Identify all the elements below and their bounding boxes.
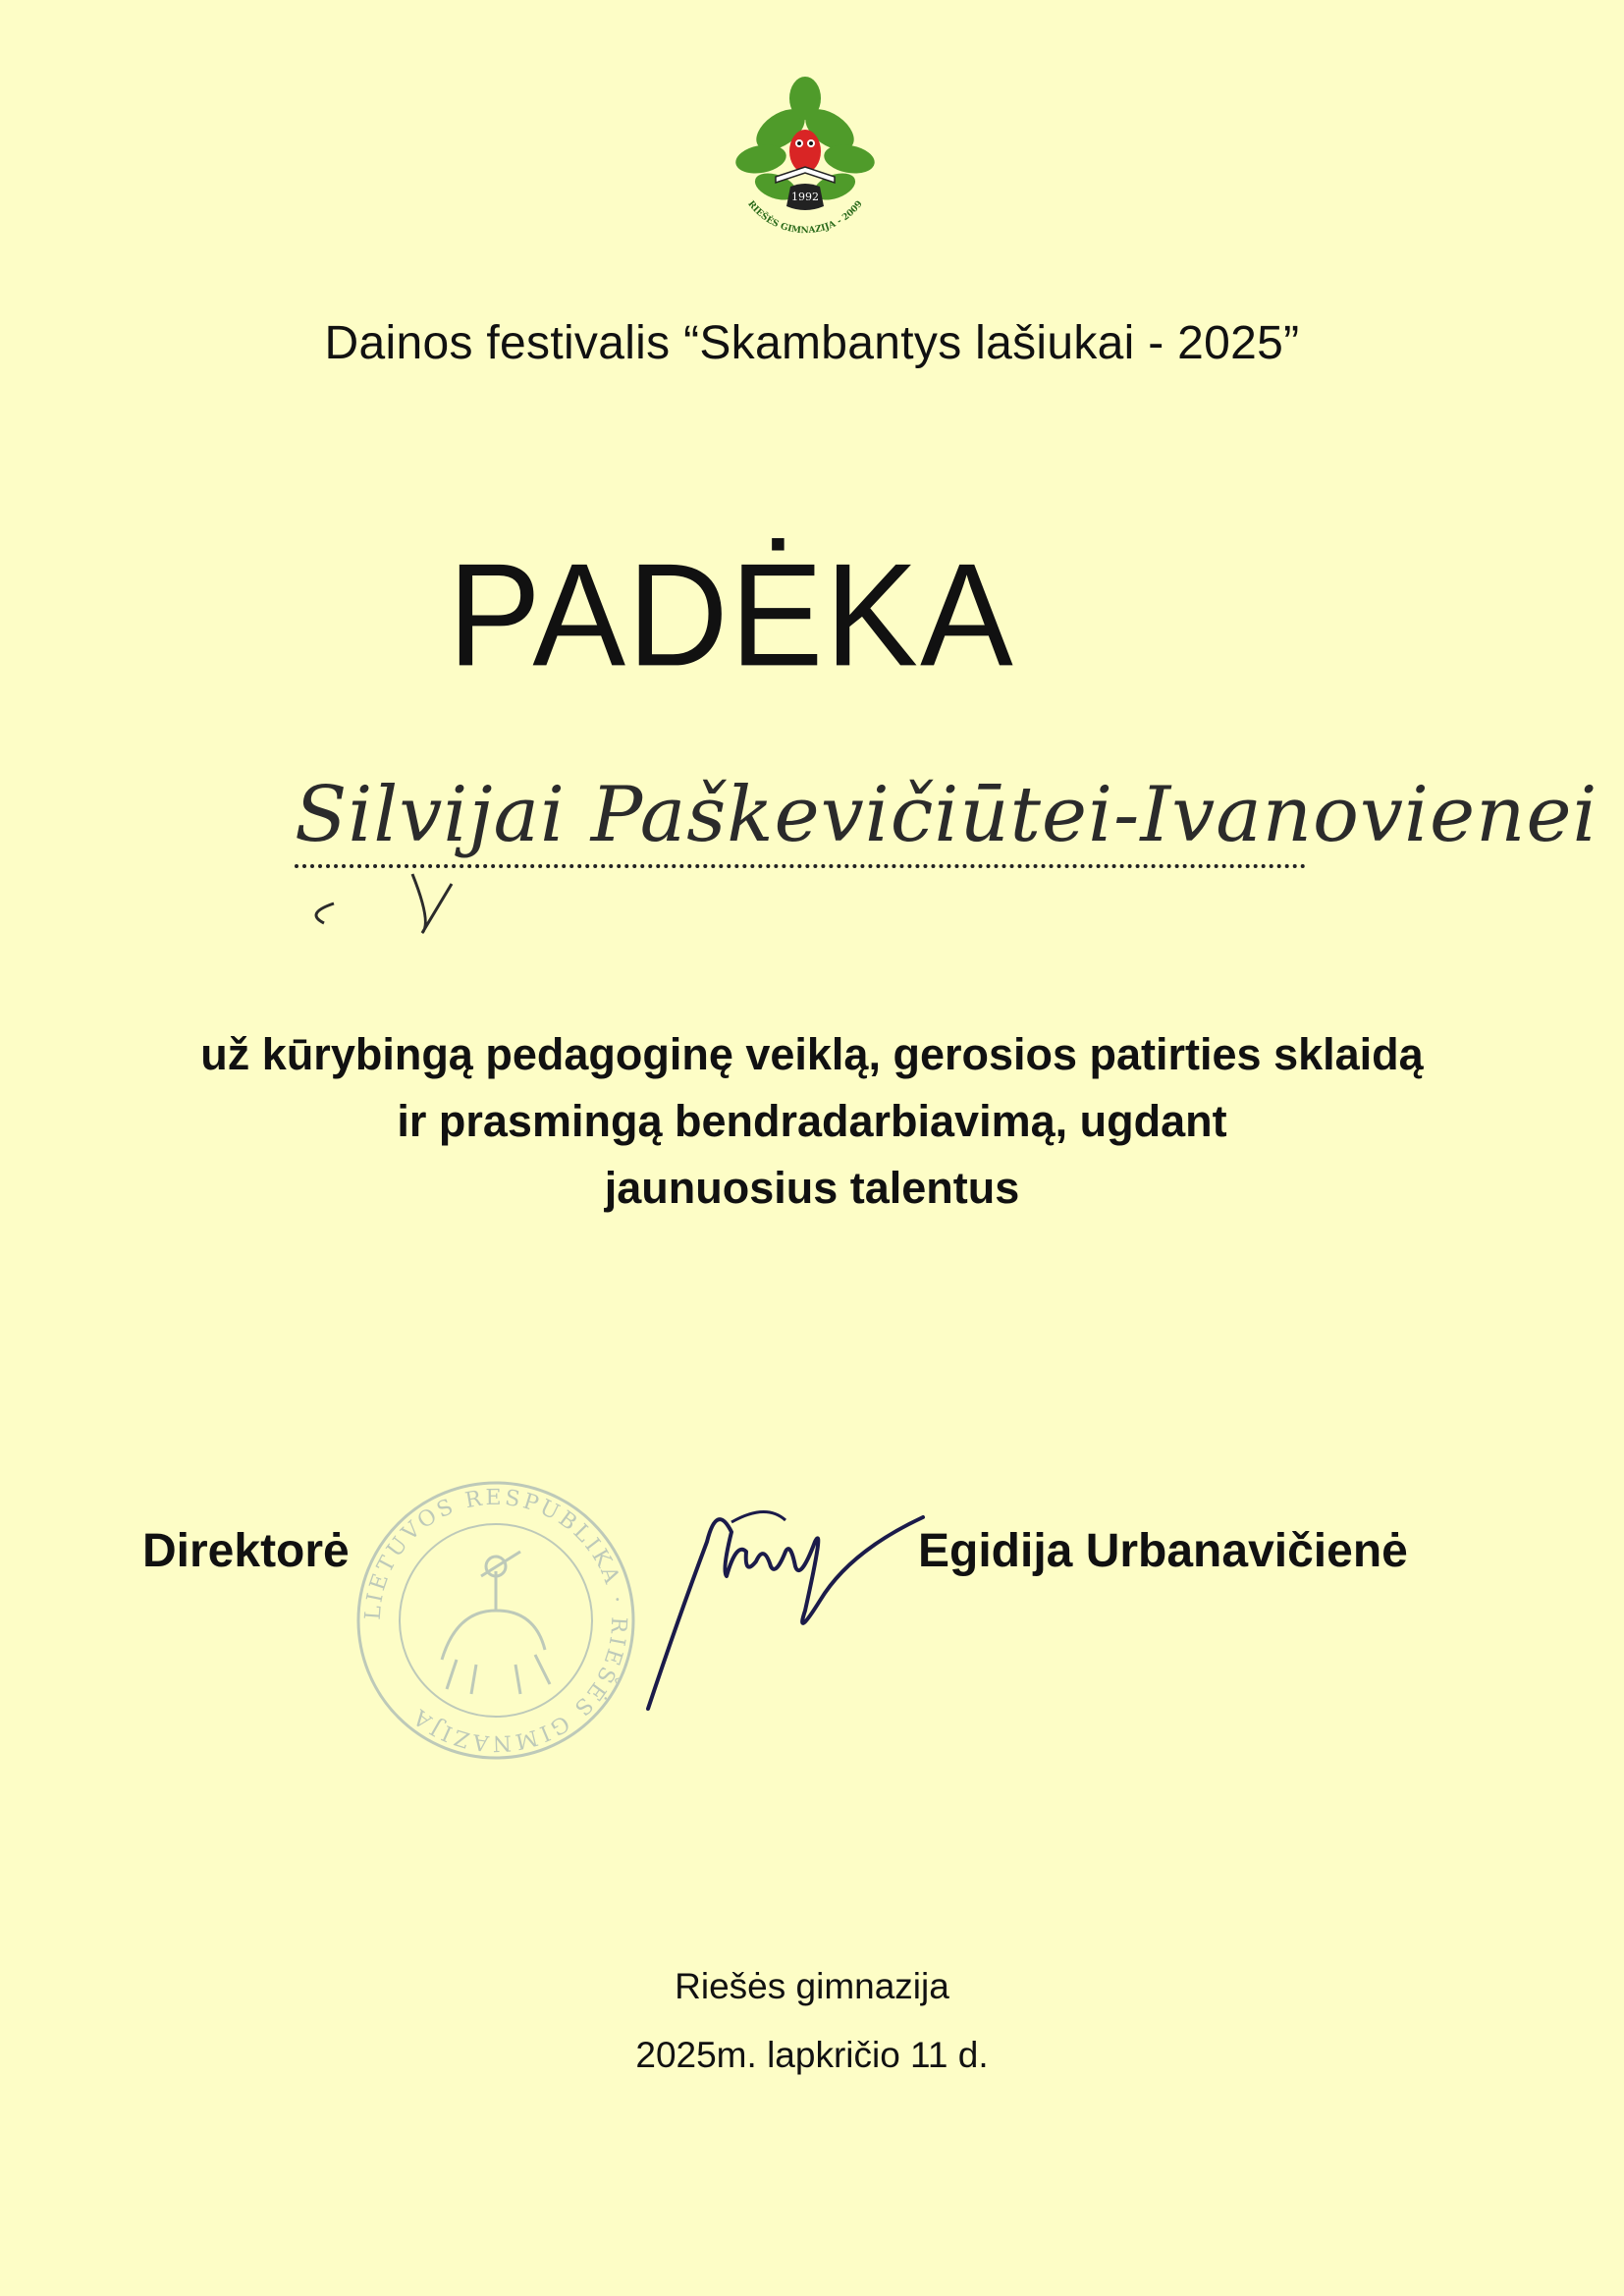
knight-icon xyxy=(442,1552,550,1694)
director-name: Egidija Urbanavičienė xyxy=(918,1525,1408,1577)
director-signature xyxy=(638,1483,933,1719)
festival-title: Dainos festivalis “Skambantys lašiukai - 2025” xyxy=(324,317,1300,369)
school-logo xyxy=(722,71,889,257)
director-title: Direktorė xyxy=(142,1525,350,1577)
reason-line: ir prasmingą bendradarbiavimą, ugdant xyxy=(397,1096,1227,1146)
reason-text xyxy=(0,1021,1624,1222)
seal-ring-text: LIETUVOS RESPUBLIKA · RIEŠĖS GIMNAZIJA xyxy=(360,1485,631,1756)
logo-year: 1992 xyxy=(791,191,819,203)
reason-line: jaunuosius talentus xyxy=(604,1163,1020,1213)
book-icon xyxy=(776,167,835,183)
recipient-name: Silvijai Paškevičiūtei-Ivanovienei xyxy=(295,771,1598,859)
logo-ring-text: RIEŠĖS GIMNAZIJA - 2009 xyxy=(745,199,865,237)
official-seal xyxy=(349,1473,643,1768)
school-name: Riešės gimnazija xyxy=(675,1966,949,2006)
issue-date: 2025m. lapkričio 11 d. xyxy=(635,2035,989,2075)
reason-line: už kūrybingą pedagoginę veiklą, gerosios patirties sklaidą xyxy=(200,1029,1424,1079)
handwriting-flourish-icon xyxy=(295,864,491,962)
certificate-heading: PADĖKA xyxy=(448,533,1015,697)
